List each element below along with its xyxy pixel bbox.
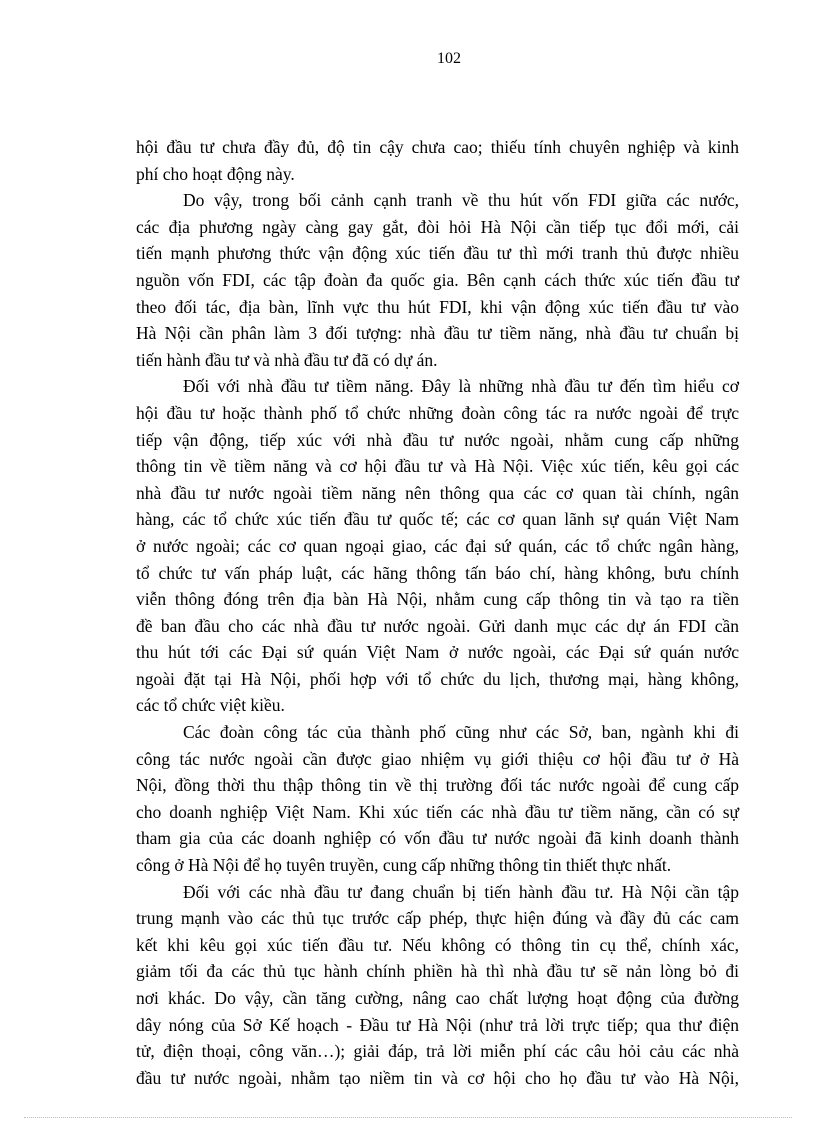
text-line: công tác nước ngoài cần được giao nhiệm vụ giới thiệu cơ hội đầu tư ở Hà [136, 748, 739, 769]
body-text [136, 134, 739, 1091]
text-line: kết khi kêu gọi xúc tiến đầu tư. Nếu không có thông tin cụ thể, chính xác, [136, 934, 739, 955]
text-line: phí cho hoạt động này. [136, 163, 295, 184]
text-line: Nội, đồng thời thu thập thông tin về thị trường đối tác nước ngoài để cung cấp [136, 775, 739, 796]
text-line: Các đoàn công tác của thành phố cũng như các Sở, ban, ngành khi đi [183, 722, 739, 743]
text-line: ngoài đặt tại Hà Nội, phối hợp với tổ chức du lịch, thương mại, hàng không, [136, 668, 739, 689]
text-line: tham gia của các doanh nghiệp có vốn đầu tư nước ngoài đã kinh doanh thành [136, 828, 739, 849]
text-line: dây nóng của Sở Kế hoạch - Đầu tư Hà Nội (như trả lời trực tiếp; qua thư điện [136, 1014, 739, 1035]
text-line: tiến mạnh phương thức vận động xúc tiến đầu tư thì mới tranh thủ được nhiều [136, 243, 739, 264]
text-line: giảm tối đa các thủ tục hành chính phiền hà thì nhà đầu tư sẽ nản lòng bỏ đi [136, 961, 739, 982]
text-line: nguồn vốn FDI, các tập đoàn đa quốc gia. Bên cạnh cách thức xúc tiến đầu tư [136, 269, 739, 290]
text-line: Đối với các nhà đầu tư đang chuẩn bị tiến hành đầu tư. Hà Nội cần tập [183, 881, 739, 902]
text-line: Hà Nội cần phân làm 3 đối tượng: nhà đầu tư tiềm năng, nhà đầu tư chuẩn bị [136, 323, 739, 344]
text-line: ở nước ngoài; các cơ quan ngoại giao, các đại sứ quán, các tổ chức ngân hàng, [136, 535, 739, 556]
text-line: nhà đầu tư nước ngoài tiềm năng nên thông qua các cơ quan tài chính, ngân [136, 482, 739, 503]
text-line: tổ chức tư vấn pháp luật, các hãng thông tấn báo chí, hàng không, bưu chính [136, 562, 739, 583]
text-line: hội đầu tư hoặc thành phố tổ chức những đoàn công tác ra nước ngoài để trực [136, 402, 739, 423]
text-line: viễn thông đóng trên địa bàn Hà Nội, nhằm cung cấp thông tin và tạo ra tiền [136, 589, 739, 610]
text-line: nơi khác. Do vậy, cần tăng cường, nâng cao chất lượng hoạt động của đường [136, 988, 739, 1008]
page-bottom-divider [24, 1117, 792, 1118]
page-number: 102 [437, 50, 461, 67]
text-line: Đối với nhà đầu tư tiềm năng. Đây là những nhà đầu tư đến tìm hiểu cơ [183, 376, 739, 397]
text-line: tiếp vận động, tiếp xúc với nhà đầu tư nước ngoài, nhằm cung cấp những [136, 429, 739, 450]
text-line: đề ban đầu cho các nhà đầu tư nước ngoài. Gửi danh mục các dự án FDI cần [136, 615, 739, 636]
text-line: tử, điện thoại, công văn…); giải đáp, trả lời miễn phí các câu hỏi cảu các nhà [136, 1041, 739, 1062]
text-line: đầu tư nước ngoài, nhằm tạo niềm tin và cơ hội cho họ đầu tư vào Hà Nội, [136, 1067, 739, 1088]
text-line: thu hút tới các Đại sứ quán Việt Nam ở nước ngoài, các Đại sứ quán nước [136, 642, 739, 663]
text-line: theo đối tác, địa bàn, lĩnh vực thu hút FDI, khi vận động xúc tiến đầu tư vào [136, 296, 739, 317]
text-line: hàng, các tổ chức xúc tiến đầu tư quốc tế; các cơ quan lãnh sự quán Việt Nam [136, 509, 739, 530]
text-line: công ở Hà Nội để họ tuyên truyền, cung cấp những thông tin thiết thực nhất. [136, 855, 672, 876]
text-line: các tổ chức việt kiều. [136, 695, 285, 716]
text-line: trung mạnh vào các thủ tục trước cấp phép, thực hiện đúng và đầy đủ các cam [136, 908, 739, 929]
text-line: tiến hành đầu tư và nhà đầu tư đã có dự án. [136, 349, 438, 370]
text-line: các địa phương ngày càng gay gắt, đòi hỏi Hà Nội cần tiếp tục đổi mới, cải [136, 216, 739, 237]
text-line: cho doanh nghiệp Việt Nam. Khi xúc tiến các nhà đầu tư tiềm năng, cần có sự [136, 801, 739, 822]
text-line: hội đầu tư chưa đầy đủ, độ tin cậy chưa cao; thiếu tính chuyên nghiệp và kinh [136, 137, 739, 157]
text-line: thông tin về tiềm năng và cơ hội đầu tư và Hà Nội. Việc xúc tiến, kêu gọi các [136, 456, 739, 477]
text-line: Do vậy, trong bối cảnh cạnh tranh về thu hút vốn FDI giữa các nước, [183, 190, 739, 211]
